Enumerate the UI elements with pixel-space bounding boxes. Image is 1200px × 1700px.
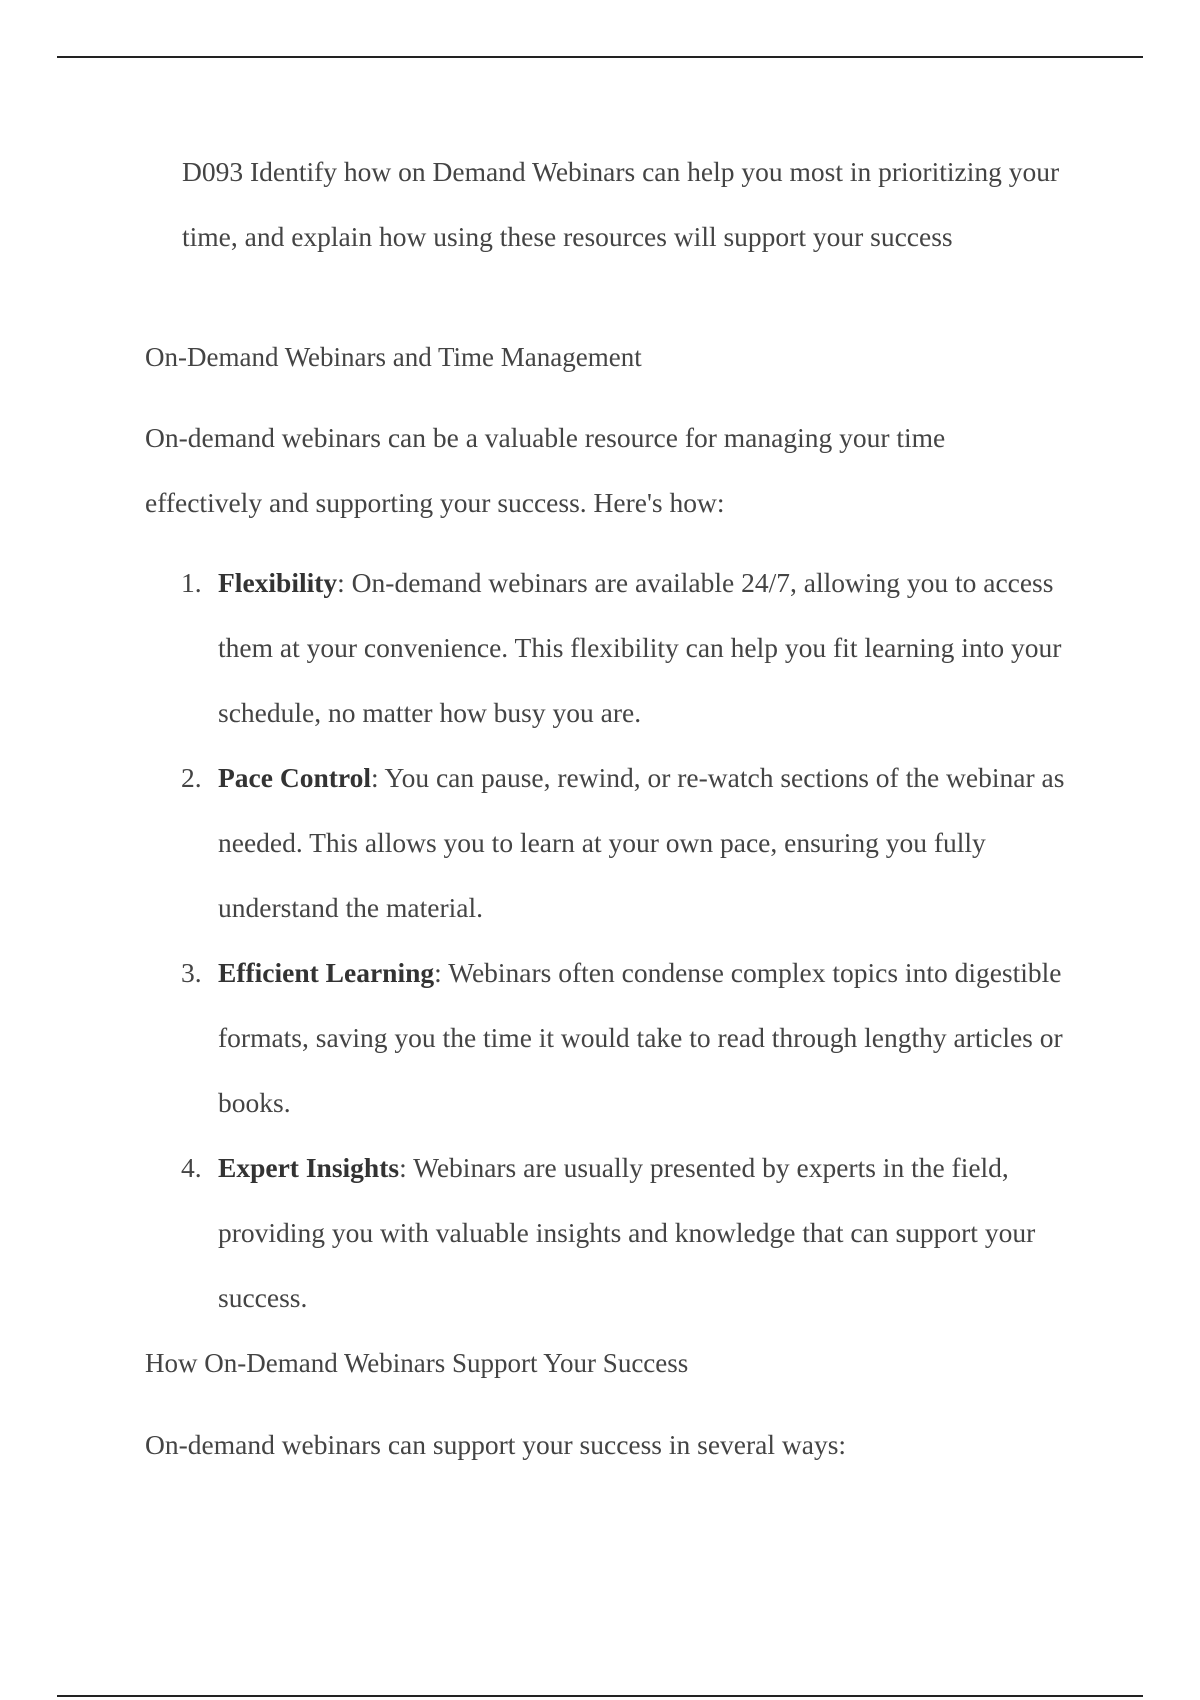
list-item-text: : Webinars often condense complex topics into digestible formats, saving you the time it would take to read through lengthy articles or books. (218, 957, 1063, 1118)
list-item-text: : On-demand webinars are available 24/7, allowing you to access them at your convenience. This flexibility can help you fit learning into your schedule, no matter how busy you are. (218, 567, 1062, 728)
bottom-rule (57, 1695, 1143, 1697)
list-item (145, 550, 1095, 745)
list-item-number: 4. (181, 1152, 202, 1183)
list-item-text: : Webinars are usually presented by experts in the field, providing you with valuable insights and knowledge that can support your success. (218, 1152, 1036, 1313)
list-item-term: Efficient Learning (218, 957, 435, 988)
list-item-number: 1. (181, 567, 202, 598)
benefits-list (145, 550, 1095, 1330)
list-item-number: 3. (181, 957, 202, 988)
list-item-term: Pace Control (218, 762, 371, 793)
section-heading-time-management: On-Demand Webinars and Time Management (145, 342, 642, 372)
list-item (145, 940, 1095, 1135)
list-item-term: Flexibility (218, 567, 338, 598)
document-title: D093 Identify how on Demand Webinars can help you most in prioritizing your time, and explain how using these resources will support your success (182, 156, 1060, 252)
section-intro-paragraph: On-demand webinars can support your success in several ways: (145, 1429, 847, 1460)
list-item (145, 745, 1095, 940)
top-rule (57, 56, 1143, 58)
list-item-number: 2. (181, 762, 202, 793)
list-item-text: : You can pause, rewind, or re-watch sections of the webinar as needed. This allows you to learn at your own pace, ensuring you fully understand the material. (218, 762, 1065, 923)
list-item (145, 1135, 1095, 1330)
section-heading-success: How On-Demand Webinars Support Your Success (145, 1348, 689, 1378)
section-intro-paragraph: On-demand webinars can be a valuable resource for managing your time effectively and supporting your success. Here's how: (145, 422, 946, 518)
list-item-term: Expert Insights (218, 1152, 400, 1183)
